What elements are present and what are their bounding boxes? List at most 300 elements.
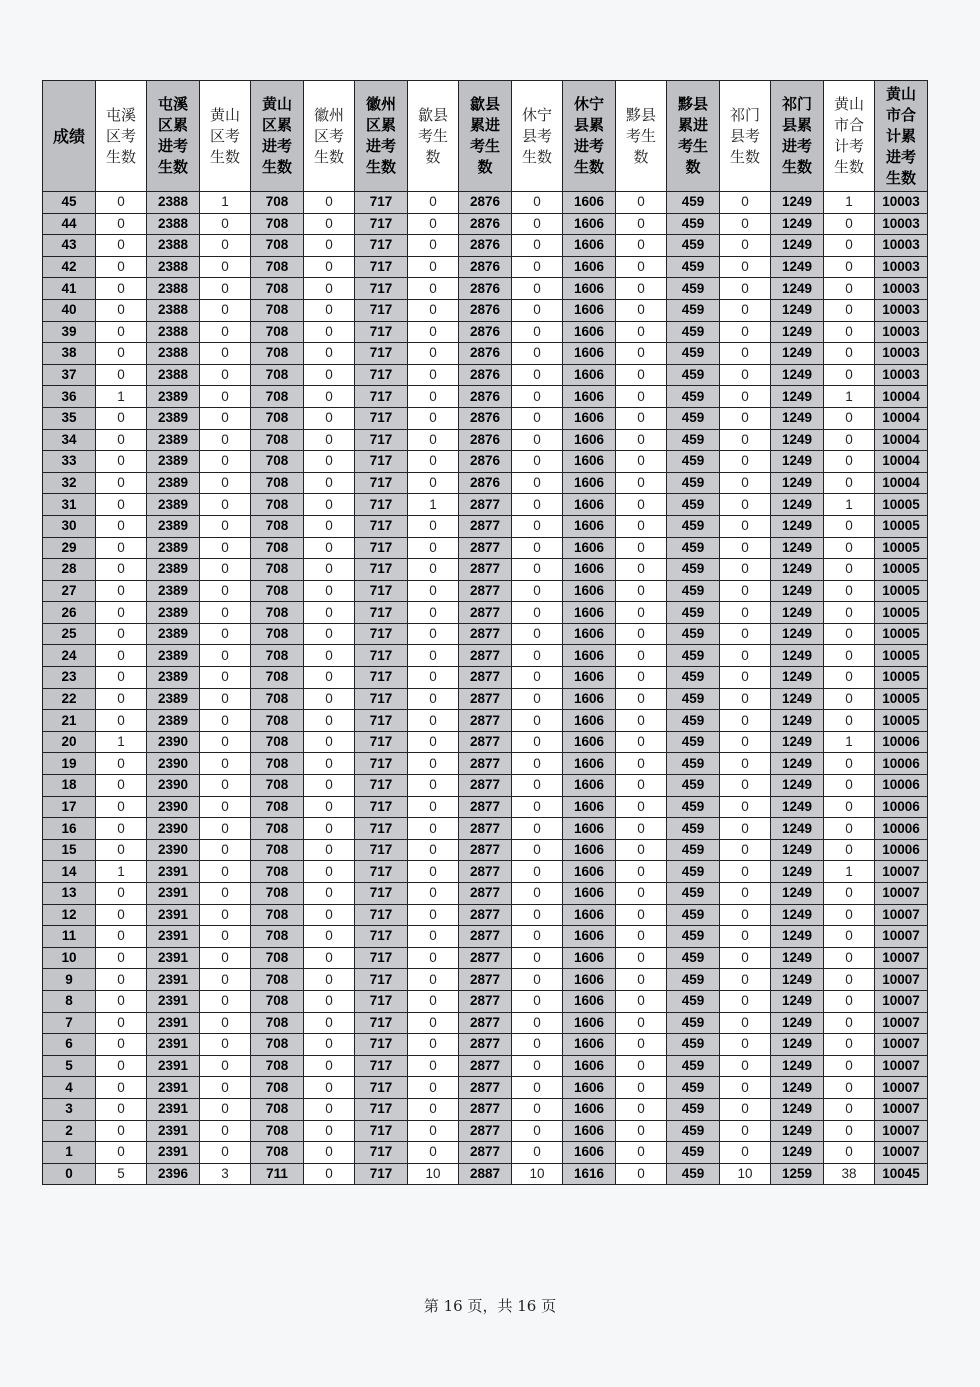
- cumulative-count-cell: 1249: [771, 1034, 824, 1056]
- count-cell: 0: [720, 688, 771, 710]
- count-cell: 0: [96, 407, 147, 429]
- cumulative-count-cell: 708: [251, 580, 304, 602]
- cumulative-count-cell: 2388: [147, 278, 200, 300]
- cumulative-count-cell: 2391: [147, 969, 200, 991]
- count-cell: 10: [408, 1163, 459, 1185]
- count-cell: 0: [200, 645, 251, 667]
- count-cell: 0: [408, 623, 459, 645]
- cumulative-count-cell: 708: [251, 1077, 304, 1099]
- cumulative-count-cell: 717: [355, 1077, 408, 1099]
- count-cell: 0: [96, 775, 147, 797]
- column-header: [408, 81, 459, 192]
- table-row: [43, 1034, 928, 1056]
- cumulative-count-cell: 1249: [771, 451, 824, 473]
- column-header-label: 黄山区累进考生数: [261, 95, 292, 176]
- cumulative-count-cell: 708: [251, 947, 304, 969]
- cumulative-count-cell: 1606: [563, 429, 616, 451]
- count-cell: 0: [616, 775, 667, 797]
- column-header: [43, 81, 96, 192]
- cumulative-count-cell: 2877: [459, 1120, 512, 1142]
- cumulative-count-cell: 459: [667, 1055, 720, 1077]
- cumulative-count-cell: 10007: [875, 947, 928, 969]
- cumulative-count-cell: 10003: [875, 256, 928, 278]
- count-cell: 1: [408, 494, 459, 516]
- count-cell: 0: [616, 429, 667, 451]
- count-cell: 0: [304, 451, 355, 473]
- cumulative-count-cell: 2877: [459, 1077, 512, 1099]
- cumulative-count-cell: 1606: [563, 861, 616, 883]
- count-cell: 0: [304, 775, 355, 797]
- count-cell: 1: [824, 192, 875, 214]
- score-cell: 12: [43, 904, 96, 926]
- count-cell: 0: [96, 1012, 147, 1034]
- table-row: [43, 688, 928, 710]
- cumulative-count-cell: 1606: [563, 796, 616, 818]
- cumulative-count-cell: 2877: [459, 753, 512, 775]
- count-cell: 0: [616, 407, 667, 429]
- count-cell: 0: [824, 278, 875, 300]
- count-cell: 1: [824, 386, 875, 408]
- cumulative-count-cell: 10005: [875, 494, 928, 516]
- count-cell: 0: [408, 1055, 459, 1077]
- count-cell: 3: [200, 1163, 251, 1185]
- table-row: [43, 667, 928, 689]
- cumulative-count-cell: 2876: [459, 278, 512, 300]
- cumulative-count-cell: 1606: [563, 645, 616, 667]
- cumulative-count-cell: 2876: [459, 472, 512, 494]
- count-cell: 0: [200, 559, 251, 581]
- column-header: [667, 81, 720, 192]
- score-cell: 41: [43, 278, 96, 300]
- cumulative-count-cell: 1606: [563, 839, 616, 861]
- count-cell: 0: [512, 861, 563, 883]
- count-cell: 0: [616, 1077, 667, 1099]
- cumulative-count-cell: 10006: [875, 796, 928, 818]
- count-cell: 0: [616, 299, 667, 321]
- cumulative-count-cell: 1249: [771, 710, 824, 732]
- cumulative-count-cell: 2877: [459, 990, 512, 1012]
- cumulative-count-cell: 708: [251, 515, 304, 537]
- count-cell: 0: [408, 515, 459, 537]
- cumulative-count-cell: 1606: [563, 472, 616, 494]
- cumulative-count-cell: 717: [355, 537, 408, 559]
- count-cell: 0: [304, 602, 355, 624]
- cumulative-count-cell: 10007: [875, 1034, 928, 1056]
- count-cell: 0: [616, 839, 667, 861]
- cumulative-count-cell: 717: [355, 839, 408, 861]
- cumulative-count-cell: 2388: [147, 192, 200, 214]
- count-cell: 0: [304, 386, 355, 408]
- column-header: [771, 81, 824, 192]
- cumulative-count-cell: 717: [355, 364, 408, 386]
- table-row: [43, 990, 928, 1012]
- count-cell: 0: [408, 645, 459, 667]
- score-cell: 34: [43, 429, 96, 451]
- score-cell: 42: [43, 256, 96, 278]
- cumulative-count-cell: 10004: [875, 472, 928, 494]
- table-row: [43, 192, 928, 214]
- cumulative-count-cell: 459: [667, 883, 720, 905]
- count-cell: 0: [824, 1034, 875, 1056]
- cumulative-count-cell: 717: [355, 299, 408, 321]
- table-row: [43, 559, 928, 581]
- column-header-label: 休宁县累进考生数: [573, 95, 604, 176]
- count-cell: 0: [408, 559, 459, 581]
- column-header-label: 黟县考生数: [625, 105, 656, 166]
- count-cell: 0: [304, 990, 355, 1012]
- cumulative-count-cell: 1606: [563, 731, 616, 753]
- cumulative-count-cell: 717: [355, 343, 408, 365]
- count-cell: 0: [96, 1077, 147, 1099]
- count-cell: 0: [512, 1142, 563, 1164]
- count-cell: 0: [200, 494, 251, 516]
- cumulative-count-cell: 1606: [563, 710, 616, 732]
- count-cell: 0: [304, 1034, 355, 1056]
- cumulative-count-cell: 1606: [563, 494, 616, 516]
- cumulative-count-cell: 708: [251, 1142, 304, 1164]
- cumulative-count-cell: 2877: [459, 645, 512, 667]
- count-cell: 0: [408, 192, 459, 214]
- cumulative-count-cell: 459: [667, 623, 720, 645]
- cumulative-count-cell: 2877: [459, 775, 512, 797]
- cumulative-count-cell: 708: [251, 321, 304, 343]
- count-cell: 0: [96, 559, 147, 581]
- count-cell: 0: [512, 1034, 563, 1056]
- cumulative-count-cell: 708: [251, 407, 304, 429]
- count-cell: 0: [824, 580, 875, 602]
- count-cell: 0: [720, 667, 771, 689]
- table-row: [43, 386, 928, 408]
- cumulative-count-cell: 1606: [563, 213, 616, 235]
- score-cell: 26: [43, 602, 96, 624]
- count-cell: 0: [616, 969, 667, 991]
- count-cell: 0: [408, 429, 459, 451]
- score-cell: 1: [43, 1142, 96, 1164]
- score-cell: 16: [43, 818, 96, 840]
- count-cell: 0: [824, 559, 875, 581]
- cumulative-count-cell: 717: [355, 990, 408, 1012]
- score-cell: 20: [43, 731, 96, 753]
- count-cell: 1: [824, 494, 875, 516]
- cumulative-count-cell: 10007: [875, 1077, 928, 1099]
- count-cell: 0: [304, 472, 355, 494]
- cumulative-count-cell: 2388: [147, 213, 200, 235]
- count-cell: 0: [96, 883, 147, 905]
- score-cell: 6: [43, 1034, 96, 1056]
- count-cell: 0: [824, 688, 875, 710]
- column-header: [304, 81, 355, 192]
- cumulative-count-cell: 459: [667, 278, 720, 300]
- cumulative-count-cell: 459: [667, 796, 720, 818]
- count-cell: 0: [408, 667, 459, 689]
- count-cell: 0: [824, 235, 875, 257]
- cumulative-count-cell: 10004: [875, 451, 928, 473]
- count-cell: 0: [96, 1098, 147, 1120]
- cumulative-count-cell: 459: [667, 472, 720, 494]
- cumulative-count-cell: 2877: [459, 839, 512, 861]
- count-cell: 0: [720, 839, 771, 861]
- cumulative-count-cell: 2877: [459, 667, 512, 689]
- table-row: [43, 602, 928, 624]
- count-cell: 0: [616, 580, 667, 602]
- cumulative-count-cell: 459: [667, 299, 720, 321]
- score-cell: 37: [43, 364, 96, 386]
- count-cell: 0: [616, 883, 667, 905]
- cumulative-count-cell: 717: [355, 688, 408, 710]
- count-cell: 0: [408, 688, 459, 710]
- count-cell: 0: [96, 904, 147, 926]
- cumulative-count-cell: 717: [355, 926, 408, 948]
- cumulative-count-cell: 10007: [875, 1142, 928, 1164]
- cumulative-count-cell: 1249: [771, 364, 824, 386]
- cumulative-count-cell: 459: [667, 645, 720, 667]
- count-cell: 0: [616, 235, 667, 257]
- cumulative-count-cell: 1606: [563, 1120, 616, 1142]
- cumulative-count-cell: 708: [251, 364, 304, 386]
- count-cell: 0: [304, 537, 355, 559]
- table-row: [43, 1012, 928, 1034]
- cumulative-count-cell: 1606: [563, 753, 616, 775]
- cumulative-count-cell: 2877: [459, 818, 512, 840]
- count-cell: 0: [304, 969, 355, 991]
- cumulative-count-cell: 2389: [147, 451, 200, 473]
- table-row: [43, 429, 928, 451]
- cumulative-count-cell: 708: [251, 472, 304, 494]
- count-cell: 0: [408, 990, 459, 1012]
- count-cell: 0: [720, 321, 771, 343]
- count-cell: 0: [304, 688, 355, 710]
- count-cell: 0: [512, 947, 563, 969]
- cumulative-count-cell: 10007: [875, 883, 928, 905]
- cumulative-count-cell: 717: [355, 580, 408, 602]
- cumulative-count-cell: 1249: [771, 1120, 824, 1142]
- count-cell: 0: [408, 343, 459, 365]
- count-cell: 0: [200, 904, 251, 926]
- cumulative-count-cell: 1249: [771, 775, 824, 797]
- cumulative-count-cell: 2877: [459, 883, 512, 905]
- count-cell: 0: [512, 321, 563, 343]
- cumulative-count-cell: 708: [251, 235, 304, 257]
- score-cell: 14: [43, 861, 96, 883]
- count-cell: 0: [512, 818, 563, 840]
- score-cell: 31: [43, 494, 96, 516]
- count-cell: 0: [304, 364, 355, 386]
- count-cell: 0: [616, 623, 667, 645]
- score-distribution-table: [42, 80, 928, 1185]
- cumulative-count-cell: 1606: [563, 192, 616, 214]
- count-cell: 0: [200, 472, 251, 494]
- table-row: [43, 710, 928, 732]
- count-cell: 1: [824, 861, 875, 883]
- count-cell: 0: [200, 1012, 251, 1034]
- cumulative-count-cell: 717: [355, 321, 408, 343]
- cumulative-count-cell: 10005: [875, 559, 928, 581]
- cumulative-count-cell: 1249: [771, 818, 824, 840]
- count-cell: 0: [616, 472, 667, 494]
- count-cell: 0: [616, 710, 667, 732]
- count-cell: 0: [200, 667, 251, 689]
- count-cell: 0: [200, 1142, 251, 1164]
- table-row: [43, 1055, 928, 1077]
- count-cell: 0: [304, 839, 355, 861]
- count-cell: 0: [200, 515, 251, 537]
- cumulative-count-cell: 10005: [875, 602, 928, 624]
- count-cell: 0: [304, 926, 355, 948]
- cumulative-count-cell: 1249: [771, 429, 824, 451]
- count-cell: 0: [304, 1142, 355, 1164]
- score-cell: 15: [43, 839, 96, 861]
- count-cell: 0: [720, 861, 771, 883]
- cumulative-count-cell: 459: [667, 602, 720, 624]
- cumulative-count-cell: 10006: [875, 839, 928, 861]
- count-cell: 0: [200, 537, 251, 559]
- count-cell: 0: [96, 299, 147, 321]
- cumulative-count-cell: 2877: [459, 796, 512, 818]
- count-cell: 0: [512, 494, 563, 516]
- count-cell: 0: [96, 1142, 147, 1164]
- cumulative-count-cell: 459: [667, 753, 720, 775]
- cumulative-count-cell: 717: [355, 1142, 408, 1164]
- count-cell: 0: [512, 623, 563, 645]
- count-cell: 0: [824, 602, 875, 624]
- cumulative-count-cell: 10007: [875, 1012, 928, 1034]
- cumulative-count-cell: 717: [355, 731, 408, 753]
- cumulative-count-cell: 2390: [147, 839, 200, 861]
- column-header-label: 屯溪区考生数: [105, 105, 136, 166]
- count-cell: 0: [512, 710, 563, 732]
- count-cell: 0: [408, 386, 459, 408]
- cumulative-count-cell: 10003: [875, 192, 928, 214]
- table-row: [43, 1098, 928, 1120]
- count-cell: 0: [304, 559, 355, 581]
- cumulative-count-cell: 1249: [771, 278, 824, 300]
- count-cell: 0: [200, 364, 251, 386]
- score-cell: 22: [43, 688, 96, 710]
- table-row: [43, 731, 928, 753]
- cumulative-count-cell: 708: [251, 299, 304, 321]
- count-cell: 0: [512, 839, 563, 861]
- cumulative-count-cell: 459: [667, 364, 720, 386]
- cumulative-count-cell: 1606: [563, 1012, 616, 1034]
- score-cell: 7: [43, 1012, 96, 1034]
- cumulative-count-cell: 2389: [147, 688, 200, 710]
- cumulative-count-cell: 2389: [147, 407, 200, 429]
- cumulative-count-cell: 1606: [563, 451, 616, 473]
- count-cell: 0: [408, 839, 459, 861]
- count-cell: 0: [512, 515, 563, 537]
- cumulative-count-cell: 2877: [459, 515, 512, 537]
- count-cell: 0: [200, 818, 251, 840]
- table-row: [43, 321, 928, 343]
- cumulative-count-cell: 10003: [875, 235, 928, 257]
- cumulative-count-cell: 459: [667, 1163, 720, 1185]
- cumulative-count-cell: 1249: [771, 192, 824, 214]
- cumulative-count-cell: 1606: [563, 904, 616, 926]
- cumulative-count-cell: 1606: [563, 602, 616, 624]
- cumulative-count-cell: 2389: [147, 602, 200, 624]
- cumulative-count-cell: 2389: [147, 623, 200, 645]
- count-cell: 0: [304, 667, 355, 689]
- count-cell: 0: [408, 213, 459, 235]
- cumulative-count-cell: 459: [667, 580, 720, 602]
- cumulative-count-cell: 2876: [459, 321, 512, 343]
- cumulative-count-cell: 2391: [147, 883, 200, 905]
- cumulative-count-cell: 1606: [563, 299, 616, 321]
- count-cell: 0: [824, 429, 875, 451]
- count-cell: 0: [720, 775, 771, 797]
- cumulative-count-cell: 10007: [875, 926, 928, 948]
- count-cell: 0: [824, 256, 875, 278]
- cumulative-count-cell: 459: [667, 775, 720, 797]
- cumulative-count-cell: 717: [355, 947, 408, 969]
- cumulative-count-cell: 459: [667, 1012, 720, 1034]
- cumulative-count-cell: 2391: [147, 861, 200, 883]
- count-cell: 0: [616, 796, 667, 818]
- count-cell: 0: [200, 256, 251, 278]
- cumulative-count-cell: 10005: [875, 623, 928, 645]
- cumulative-count-cell: 717: [355, 602, 408, 624]
- count-cell: 0: [720, 1120, 771, 1142]
- cumulative-count-cell: 708: [251, 1120, 304, 1142]
- cumulative-count-cell: 459: [667, 213, 720, 235]
- cumulative-count-cell: 2389: [147, 645, 200, 667]
- cumulative-count-cell: 2887: [459, 1163, 512, 1185]
- cumulative-count-cell: 2877: [459, 1012, 512, 1034]
- count-cell: 0: [408, 1142, 459, 1164]
- count-cell: 0: [408, 472, 459, 494]
- cumulative-count-cell: 717: [355, 904, 408, 926]
- cumulative-count-cell: 711: [251, 1163, 304, 1185]
- cumulative-count-cell: 2877: [459, 1142, 512, 1164]
- cumulative-count-cell: 717: [355, 407, 408, 429]
- cumulative-count-cell: 1606: [563, 364, 616, 386]
- cumulative-count-cell: 708: [251, 494, 304, 516]
- cumulative-count-cell: 459: [667, 235, 720, 257]
- cumulative-count-cell: 459: [667, 451, 720, 473]
- column-header-label: 歙县考生数: [417, 105, 448, 166]
- cumulative-count-cell: 708: [251, 861, 304, 883]
- cumulative-count-cell: 2391: [147, 904, 200, 926]
- cumulative-count-cell: 2390: [147, 818, 200, 840]
- count-cell: 0: [304, 213, 355, 235]
- count-cell: 0: [304, 796, 355, 818]
- cumulative-count-cell: 10003: [875, 299, 928, 321]
- cumulative-count-cell: 459: [667, 990, 720, 1012]
- count-cell: 0: [96, 256, 147, 278]
- column-header-label: 黄山市合计累进考生数: [885, 84, 916, 187]
- count-cell: 0: [720, 472, 771, 494]
- count-cell: 0: [720, 926, 771, 948]
- cumulative-count-cell: 459: [667, 1120, 720, 1142]
- cumulative-count-cell: 10006: [875, 753, 928, 775]
- cumulative-count-cell: 1249: [771, 883, 824, 905]
- count-cell: 0: [408, 602, 459, 624]
- count-cell: 0: [720, 710, 771, 732]
- table-row: [43, 451, 928, 473]
- count-cell: 0: [96, 926, 147, 948]
- cumulative-count-cell: 1606: [563, 883, 616, 905]
- cumulative-count-cell: 717: [355, 818, 408, 840]
- cumulative-count-cell: 717: [355, 1120, 408, 1142]
- count-cell: 0: [96, 192, 147, 214]
- count-cell: 0: [616, 645, 667, 667]
- count-cell: 0: [512, 364, 563, 386]
- score-cell: 28: [43, 559, 96, 581]
- table-row: [43, 969, 928, 991]
- count-cell: 0: [720, 343, 771, 365]
- count-cell: 0: [824, 904, 875, 926]
- count-cell: 0: [824, 1142, 875, 1164]
